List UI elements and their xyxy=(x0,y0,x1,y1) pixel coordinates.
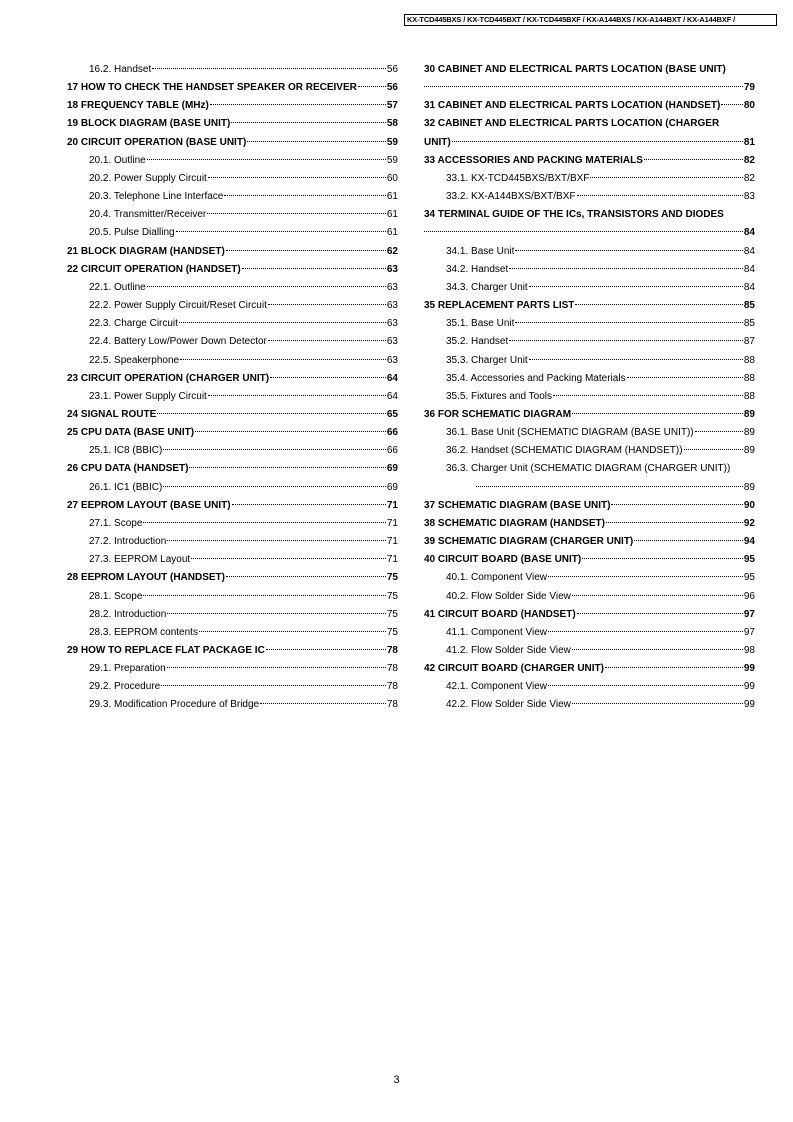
toc-entry-page: 57 xyxy=(386,100,398,112)
toc-entry[interactable] xyxy=(67,442,398,460)
dot-leader xyxy=(572,595,743,596)
toc-entry-label: 22.3. Charge Circuit xyxy=(89,318,178,330)
toc-entry-label: 25.1. IC8 (BBIC) xyxy=(89,445,163,457)
dot-leader xyxy=(572,649,743,650)
toc-entry-label: 20 CIRCUIT OPERATION (BASE UNIT) xyxy=(67,136,247,148)
toc-entry[interactable] xyxy=(67,696,398,714)
toc-entry-page: 82 xyxy=(743,154,755,166)
dot-leader xyxy=(721,104,743,105)
toc-entry[interactable] xyxy=(424,678,755,696)
toc-entry-page: 83 xyxy=(743,191,755,203)
toc-entry-label: 34.1. Base Unit xyxy=(446,245,515,257)
toc-entry[interactable] xyxy=(67,533,398,551)
toc-entry-page: 95 xyxy=(743,554,755,566)
toc-entry-label: 41.1. Component View xyxy=(446,626,547,638)
toc-entry-page: 99 xyxy=(743,663,755,675)
dot-leader xyxy=(634,540,743,541)
toc-entry-page: 59 xyxy=(386,154,398,166)
toc-entry[interactable] xyxy=(67,624,398,642)
toc-entry-page: 95 xyxy=(743,572,755,584)
toc-entry[interactable] xyxy=(67,388,398,406)
dot-leader xyxy=(577,195,743,196)
toc-entry-page: 97 xyxy=(743,626,755,638)
toc-entry-label: 27.2. Introduction xyxy=(89,536,167,548)
toc-entry[interactable] xyxy=(424,588,755,606)
toc-entry[interactable] xyxy=(67,460,398,478)
dot-leader xyxy=(424,86,743,87)
toc-entry-label: 31 CABINET AND ELECTRICAL PARTS LOCATION (HANDSET) xyxy=(424,100,721,112)
dot-leader xyxy=(452,141,743,142)
dot-leader xyxy=(226,576,386,577)
toc-entry-page: 75 xyxy=(386,572,398,584)
toc-entry-label: 35.1. Base Unit xyxy=(446,318,515,330)
dot-leader xyxy=(548,576,743,577)
toc-entry-label: 22.4. Battery Low/Power Down Detector xyxy=(89,336,267,348)
dot-leader xyxy=(611,504,742,505)
toc-entry-page: 78 xyxy=(386,663,398,675)
dot-leader xyxy=(575,304,742,305)
toc-entry[interactable] xyxy=(424,624,755,642)
dot-leader xyxy=(509,268,743,269)
dot-leader xyxy=(163,486,386,487)
dot-leader xyxy=(242,268,386,269)
toc-entry[interactable] xyxy=(67,243,398,261)
toc-entry[interactable] xyxy=(424,297,755,315)
toc-entry[interactable] xyxy=(424,261,755,279)
toc-entry-page: 98 xyxy=(743,645,755,656)
toc-entry-label: 40.2. Flow Solder Side View xyxy=(446,590,571,602)
dot-leader xyxy=(695,431,743,432)
toc-entry-label: 20.1. Outline xyxy=(89,154,146,166)
dot-leader xyxy=(226,250,386,251)
toc-entry-page: 61 xyxy=(386,227,398,239)
toc-entry[interactable] xyxy=(67,370,398,388)
toc-entry-label: 28.2. Introduction xyxy=(89,608,167,620)
toc-entry[interactable] xyxy=(424,660,755,678)
dot-leader xyxy=(644,159,743,160)
toc-entry[interactable] xyxy=(67,170,398,188)
toc-entry[interactable] xyxy=(67,606,398,624)
toc-entry[interactable] xyxy=(424,515,755,533)
toc-entry[interactable] xyxy=(67,479,398,497)
toc-entry[interactable] xyxy=(67,134,398,152)
toc-entry[interactable] xyxy=(67,115,398,133)
toc-entry[interactable] xyxy=(67,588,398,606)
toc-entry-label: 29.3. Modification Procedure of Bridge xyxy=(89,699,260,711)
toc-entry-label: 24 SIGNAL ROUTE xyxy=(67,408,157,420)
toc-entry-page: 88 xyxy=(743,390,755,402)
toc-entry[interactable] xyxy=(67,315,398,333)
toc-entry-page: 78 xyxy=(386,699,398,711)
toc-entry[interactable] xyxy=(67,352,398,370)
toc-entry-page: 78 xyxy=(386,681,398,693)
dot-leader xyxy=(572,703,743,704)
toc-entry-page: 90 xyxy=(743,499,755,511)
toc-entry-page: 75 xyxy=(386,590,398,602)
dot-leader xyxy=(179,322,386,323)
toc-entry-label: 27.3. EEPROM Layout xyxy=(89,554,191,566)
toc-entry-page: 85 xyxy=(743,318,755,330)
toc-entry-label: 33.1. KX-TCD445BXS/BXT/BXF xyxy=(446,172,590,184)
toc-entry-label: 21 BLOCK DIAGRAM (HANDSET) xyxy=(67,245,225,257)
toc-entry[interactable] xyxy=(424,533,755,551)
toc-entry-page: 56 xyxy=(386,82,398,94)
dot-leader xyxy=(143,595,386,596)
toc-entry[interactable] xyxy=(424,224,755,242)
toc-entry-page: 66 xyxy=(386,427,398,439)
dot-leader xyxy=(582,558,743,559)
toc-entry[interactable] xyxy=(424,370,755,388)
toc-entry-page: 97 xyxy=(743,608,755,620)
dot-leader xyxy=(266,649,386,650)
toc-entry[interactable] xyxy=(67,333,398,351)
toc-entry-label: 29.1. Preparation xyxy=(89,663,166,675)
toc-entry[interactable] xyxy=(424,333,755,351)
toc-entry[interactable] xyxy=(424,460,755,478)
dot-leader xyxy=(232,504,386,505)
toc-entry-page: 63 xyxy=(386,336,398,348)
toc-entry-page: 87 xyxy=(743,336,755,348)
toc-entry-label: 26 CPU DATA (HANDSET) xyxy=(67,463,189,475)
dot-leader xyxy=(157,413,386,414)
toc-entry-label: 20.5. Pulse Dialling xyxy=(89,227,175,239)
toc-entry-label: 30 CABINET AND ELECTRICAL PARTS LOCATION (BASE UNIT) xyxy=(424,64,726,75)
dot-leader xyxy=(167,613,386,614)
dot-leader xyxy=(606,522,743,523)
toc-entry-page: 88 xyxy=(743,372,755,384)
toc-entry[interactable] xyxy=(424,551,755,569)
toc-entry-label: 32 CABINET AND ELECTRICAL PARTS LOCATION (CHARGER xyxy=(424,118,720,130)
toc-entry-page: 63 xyxy=(386,300,398,312)
toc-entry-page: 71 xyxy=(386,517,398,529)
toc-entry-label: 29 HOW TO REPLACE FLAT PACKAGE IC xyxy=(67,645,265,656)
toc-entry-page: 81 xyxy=(743,136,755,148)
toc-entry-page: 99 xyxy=(743,699,755,711)
toc-entry-label: 36.1. Base Unit (SCHEMATIC DIAGRAM (BASE UNIT)) xyxy=(446,427,694,439)
toc-entry-label: 29.2. Procedure xyxy=(89,681,161,693)
dot-leader xyxy=(270,377,386,378)
toc-entry-page: 63 xyxy=(386,263,398,275)
toc-entry-label: 35.2. Handset xyxy=(446,336,509,348)
dot-leader xyxy=(684,449,743,450)
page-number: 3 xyxy=(393,1074,400,1086)
toc-entry-page: 61 xyxy=(386,209,398,221)
toc-entry-page: 56 xyxy=(386,64,398,75)
toc-entry-page: 79 xyxy=(743,82,755,94)
toc-entry[interactable] xyxy=(424,170,755,188)
toc-entry-page: 69 xyxy=(386,481,398,493)
toc-entry-label: 40.1. Component View xyxy=(446,572,547,584)
dot-leader xyxy=(548,685,743,686)
dot-leader xyxy=(152,68,386,69)
toc-entry-label: 20.3. Telephone Line Interface xyxy=(89,191,224,203)
dot-leader xyxy=(147,286,386,287)
toc-entry[interactable] xyxy=(424,134,755,152)
toc-entry[interactable] xyxy=(67,515,398,533)
toc-entry-label: 28.1. Scope xyxy=(89,590,143,602)
dot-leader xyxy=(476,486,743,487)
toc-entry-page: 99 xyxy=(743,681,755,693)
dot-leader xyxy=(231,122,386,123)
toc-entry[interactable] xyxy=(424,206,755,224)
toc-entry-label: 42.2. Flow Solder Side View xyxy=(446,699,571,711)
toc-entry-label: 35.4. Accessories and Packing Materials xyxy=(446,372,626,384)
toc-entry-label: 16.2. Handset xyxy=(89,64,152,75)
toc-entry-label: 42.1. Component View xyxy=(446,681,547,693)
toc-entry-label: 42 CIRCUIT BOARD (CHARGER UNIT) xyxy=(424,663,604,675)
toc-entry-label: 22.1. Outline xyxy=(89,281,146,293)
toc-entry-label: 41 CIRCUIT BOARD (HANDSET) xyxy=(424,608,576,620)
toc-entry-label: 34.3. Charger Unit xyxy=(446,281,528,293)
toc-entry-page: 89 xyxy=(743,445,755,457)
toc-entry[interactable] xyxy=(424,152,755,170)
toc-entry[interactable] xyxy=(424,424,755,442)
toc-entry[interactable] xyxy=(67,424,398,442)
toc-entry-page: 71 xyxy=(386,554,398,566)
toc-entry-page: 71 xyxy=(386,499,398,511)
toc-entry-page: 89 xyxy=(743,408,755,420)
toc-entry[interactable] xyxy=(67,224,398,242)
dot-leader xyxy=(167,540,386,541)
toc-entry-label: 36.3. Charger Unit (SCHEMATIC DIAGRAM (CHARGER UNIT)) xyxy=(446,463,731,475)
dot-leader xyxy=(515,322,743,323)
toc-entry-page: 64 xyxy=(386,390,398,402)
toc-entry[interactable] xyxy=(67,188,398,206)
toc-entry-label: 22.2. Power Supply Circuit/Reset Circuit xyxy=(89,300,267,312)
toc-entry-label: 34.2. Handset xyxy=(446,263,509,275)
toc-entry[interactable] xyxy=(67,551,398,569)
toc-entry[interactable] xyxy=(67,97,398,115)
toc-entry[interactable] xyxy=(424,606,755,624)
toc-entry-page: 65 xyxy=(386,408,398,420)
toc-entry-label: 35.5. Fixtures and Tools xyxy=(446,390,552,402)
toc-entry-label: UNIT) xyxy=(424,136,451,148)
toc-entry[interactable] xyxy=(424,61,755,79)
toc-entry[interactable] xyxy=(67,497,398,515)
toc-entry-label: 27 EEPROM LAYOUT (BASE UNIT) xyxy=(67,499,231,511)
toc-entry[interactable] xyxy=(424,115,755,133)
toc-column-left xyxy=(67,61,398,715)
toc-entry-page: 92 xyxy=(743,517,755,529)
toc-entry-page: 60 xyxy=(386,172,398,184)
toc-entry-page: 84 xyxy=(743,263,755,275)
dot-leader xyxy=(167,667,386,668)
toc-column-right xyxy=(424,61,755,715)
dot-leader xyxy=(548,631,743,632)
toc-entry-page: 61 xyxy=(386,191,398,203)
toc-entry-label: 26.1. IC1 (BBIC) xyxy=(89,481,163,493)
toc-entry-label: 17 HOW TO CHECK THE HANDSET SPEAKER OR RECEIVER xyxy=(67,82,357,94)
dot-leader xyxy=(180,359,386,360)
toc-entry[interactable] xyxy=(424,279,755,297)
toc-entry-label: 37 SCHEMATIC DIAGRAM (BASE UNIT) xyxy=(424,499,611,511)
toc-entry[interactable] xyxy=(67,79,398,97)
toc-entry-page: 89 xyxy=(743,481,755,493)
toc-entry-label: 27.1. Scope xyxy=(89,517,143,529)
toc-entry[interactable] xyxy=(67,660,398,678)
dot-leader xyxy=(268,304,386,305)
toc-entry-page: 71 xyxy=(386,536,398,548)
toc-entry-label: 23 CIRCUIT OPERATION (CHARGER UNIT) xyxy=(67,372,270,384)
dot-leader xyxy=(161,685,386,686)
toc-entry-label: 35.3. Charger Unit xyxy=(446,354,528,366)
dot-leader xyxy=(208,177,386,178)
toc-entry[interactable] xyxy=(67,61,398,79)
toc-entry-label: 41.2. Flow Solder Side View xyxy=(446,645,571,656)
dot-leader xyxy=(224,195,386,196)
dot-leader xyxy=(577,613,743,614)
toc-entry[interactable] xyxy=(424,79,755,97)
dot-leader xyxy=(199,631,386,632)
toc-entry-label: 38 SCHEMATIC DIAGRAM (HANDSET) xyxy=(424,517,605,529)
dot-leader xyxy=(605,667,743,668)
toc-entry[interactable] xyxy=(67,152,398,170)
toc-entry[interactable] xyxy=(67,678,398,696)
toc-entry-page: 85 xyxy=(743,300,755,312)
toc-entry[interactable] xyxy=(424,352,755,370)
toc-entry[interactable] xyxy=(424,479,755,497)
toc-entry-label: 18 FREQUENCY TABLE (MHz) xyxy=(67,100,209,112)
toc-entry-page: 75 xyxy=(386,626,398,638)
toc-entry[interactable] xyxy=(424,696,755,714)
dot-leader xyxy=(143,522,386,523)
toc-entry-page: 78 xyxy=(386,645,398,656)
toc-entry-page: 58 xyxy=(386,118,398,130)
toc-entry-page: 59 xyxy=(386,136,398,148)
toc-entry-page: 69 xyxy=(386,463,398,475)
toc-entry[interactable] xyxy=(67,642,398,660)
dot-leader xyxy=(163,449,386,450)
toc-entry-label: 20.2. Power Supply Circuit xyxy=(89,172,207,184)
model-header: KX-TCD445BXS / KX-TCD445BXT / KX-TCD445BXF / KX-A144BXS / KX-A144BXT / KX-A144BXF / xyxy=(404,14,777,26)
dot-leader xyxy=(247,141,386,142)
toc-entry-page: 94 xyxy=(743,536,755,548)
toc-entry[interactable] xyxy=(424,315,755,333)
toc-entry[interactable] xyxy=(424,388,755,406)
toc-entry-page: 82 xyxy=(743,172,755,184)
dot-leader xyxy=(553,395,743,396)
dot-leader xyxy=(424,231,743,232)
dot-leader xyxy=(195,431,386,432)
toc-entry[interactable] xyxy=(67,297,398,315)
toc-entry[interactable] xyxy=(67,279,398,297)
dot-leader xyxy=(176,231,386,232)
toc-entry-label: 33 ACCESSORIES AND PACKING MATERIALS xyxy=(424,154,643,166)
toc-entry[interactable] xyxy=(67,261,398,279)
toc-entry-label: 22.5. Speakerphone xyxy=(89,354,180,366)
toc-entry-page: 80 xyxy=(743,100,755,112)
dot-leader xyxy=(191,558,386,559)
toc-entry-page: 88 xyxy=(743,354,755,366)
toc-entry-label: 28.3. EEPROM contents xyxy=(89,626,198,638)
toc-entry-label: 34 TERMINAL GUIDE OF THE ICs, TRANSISTORS AND DIODES xyxy=(424,209,724,221)
toc-entry-page: 96 xyxy=(743,590,755,602)
toc-entry[interactable] xyxy=(424,497,755,515)
toc-entry-label: 35 REPLACEMENT PARTS LIST xyxy=(424,300,575,312)
toc-entry[interactable] xyxy=(67,406,398,424)
toc-entry-label: 28 EEPROM LAYOUT (HANDSET) xyxy=(67,572,225,584)
toc-entry[interactable] xyxy=(424,406,755,424)
dot-leader xyxy=(529,286,743,287)
dot-leader xyxy=(627,377,743,378)
toc-entry-page: 63 xyxy=(386,354,398,366)
toc-entry[interactable] xyxy=(424,642,755,660)
toc-entry-label: 20.4. Transmitter/Receiver xyxy=(89,209,207,221)
dot-leader xyxy=(572,413,743,414)
toc-entry-page: 84 xyxy=(743,281,755,293)
toc-entry[interactable] xyxy=(424,569,755,587)
dot-leader xyxy=(509,340,743,341)
toc-entry[interactable] xyxy=(67,569,398,587)
dot-leader xyxy=(268,340,386,341)
dot-leader xyxy=(358,86,386,87)
dot-leader xyxy=(260,703,386,704)
dot-leader xyxy=(515,250,743,251)
toc-entry-label: 23.1. Power Supply Circuit xyxy=(89,390,207,402)
toc-entry-page: 63 xyxy=(386,281,398,293)
toc-entry-page: 62 xyxy=(386,245,398,257)
dot-leader xyxy=(590,177,742,178)
toc-entry-page: 89 xyxy=(743,427,755,439)
dot-leader xyxy=(189,467,385,468)
toc-entry-label: 39 SCHEMATIC DIAGRAM (CHARGER UNIT) xyxy=(424,536,634,548)
toc-entry-label: 22 CIRCUIT OPERATION (HANDSET) xyxy=(67,263,241,275)
toc-entry-page: 64 xyxy=(386,372,398,384)
toc-entry[interactable] xyxy=(424,188,755,206)
toc-entry-label: 40 CIRCUIT BOARD (BASE UNIT) xyxy=(424,554,582,566)
dot-leader xyxy=(207,213,386,214)
toc-entry-label: 36 FOR SCHEMATIC DIAGRAM xyxy=(424,408,572,420)
toc-entry[interactable] xyxy=(424,243,755,261)
toc-entry-label: 33.2. KX-A144BXS/BXT/BXF xyxy=(446,191,576,203)
dot-leader xyxy=(147,159,386,160)
dot-leader xyxy=(210,104,386,105)
toc-entry-page: 63 xyxy=(386,318,398,330)
toc-entry-page: 84 xyxy=(743,227,755,239)
toc-entry-page: 84 xyxy=(743,245,755,257)
toc-entry-label: 36.2. Handset (SCHEMATIC DIAGRAM (HANDSET)) xyxy=(446,445,683,457)
toc-entry-page: 75 xyxy=(386,608,398,620)
toc-entry-page: 66 xyxy=(386,445,398,457)
toc-entry-label: 25 CPU DATA (BASE UNIT) xyxy=(67,427,195,439)
toc-entry-label: 19 BLOCK DIAGRAM (BASE UNIT) xyxy=(67,118,231,130)
toc-entry[interactable] xyxy=(67,206,398,224)
toc-entry[interactable] xyxy=(424,97,755,115)
dot-leader xyxy=(529,359,743,360)
toc-entry[interactable] xyxy=(424,442,755,460)
dot-leader xyxy=(208,395,386,396)
